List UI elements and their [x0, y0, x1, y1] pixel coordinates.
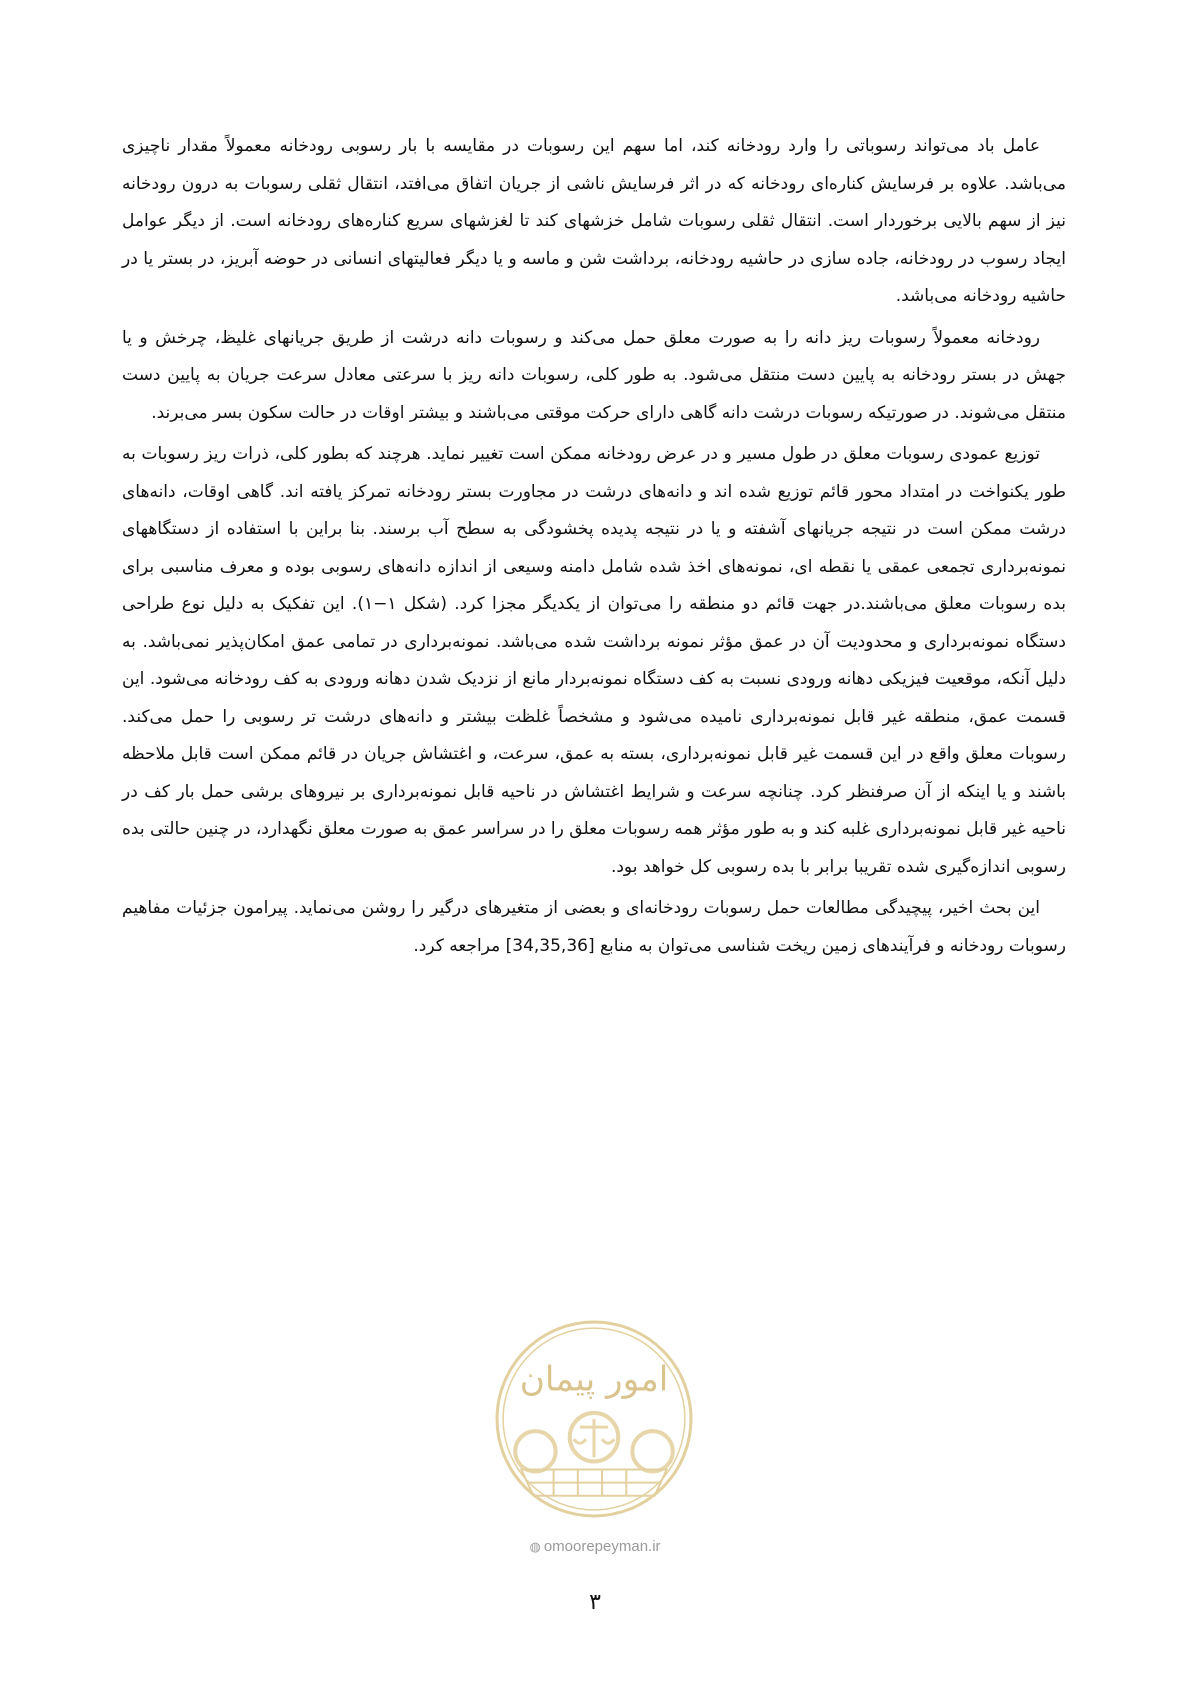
website-text: omoorepeyman.ir — [543, 1538, 661, 1555]
body-text — [122, 128, 1066, 969]
paragraph-1: عامل باد می‌تواند رسوباتی را وارد رودخانه کند، اما سهم این رسوبات در مقایسه با بار رسوبی رودخانه معمولاً مقدار ناچیزی می‌باشد. علاوه بر فرسایش کناره‌ای رودخانه که در اثر فرسایش ناشی از جریان اتفاق می‌افتد، انتقال ثقلی رسوبات به درون رودخانه نیز از سهم بالایی برخوردار است. انتقال ثقلی رسوبات شامل خزشهای کند تا لغزشهای سریع کناره‌های رودخانه است. از دیگر عوامل ایجاد رسوب در رودخانه، جاده سازی در حاشیه رودخانه، برداشت شن و ماسه و یا دیگر فعالیتهای انسانی در حوضه آبریز، در بستر یا در حاشیه رودخانه می‌باشد. — [122, 136, 1066, 306]
paragraph-2: رودخانه معمولاً رسوبات ریز دانه را به صورت معلق حمل می‌کند و رسوبات دانه درشت از طریق جریانهای غلیظ، چرخش و یا جهش در بستر رودخانه به پایین دست منتقل می‌شود. به طور کلی، رسوبات دانه ریز با سرعتی معادل سرعت جریان به پایین دست منتقل می‌شوند. در صورتیکه رسوبات درشت دانه گاهی دارای حرکت موقتی می‌باشند و بیشتر اوقات در حالت سکون بسر می‌برند. — [122, 327, 1066, 423]
paragraph-4: این بحث اخیر، پیچیدگی مطالعات حمل رسوبات رودخانه‌ای و بعضی از متغیرهای درگیر را روشن می‌نماید. پیرامون جزئیات مفاهیم رسوبات رودخانه و فرآیندهای زمین ریخت شناسی می‌توان به منابع [34,35,36] مراجعه کرد. — [122, 898, 1066, 956]
watermark-logo — [493, 1318, 695, 1520]
watermark-website — [485, 1538, 705, 1555]
scales-icon — [574, 1419, 614, 1457]
paragraph-3: توزیع عمودی رسوبات معلق در طول مسیر و در عرض رودخانه ممکن است تغییر نماید. هرچند که بطور کلی، ذرات ریز رسوبات به طور یکنواخت در امتداد محور قائم توزیع شده اند و دانه‌های درشت در مجاورت بستر رودخانه تمرکز یافته اند. گاهی اوقات، دانه‌های درشت ممکن است در نتیجه جریانهای آشفته و یا در نتیجه پدیده پخشودگی به سطح آب برسند. بنا براین با استفاده از دستگاههای نمونه‌برداری تجمعی عمقی یا نقطه ای، نمونه‌های اخذ شده شامل دامنه وسیعی از اندازه دانه‌های رسوبی بوده و معرف مناسبی برای بده رسوبات معلق می‌باشند.در جهت قائم دو منطقه را می‌توان از یکدیگر مجزا کرد. (شکل ۱−۱). این تفکیک به دلیل نوع طراحی دستگاه نمونه‌برداری و محدودیت آن در عمق مؤثر نمونه برداشت شده می‌باشد. نمونه‌برداری در تمامی عمق امکان‌پذیر نمی‌باشد. به دلیل آنکه، موقعیت فیزیکی دهانه ورودی نسبت به کف دستگاه نمونه‌بردار مانع از نزدیک شدن دهانه ورودی به کف رودخانه می‌شود. این قسمت عمق، منطقه غیر قابل نمونه‌برداری نامیده می‌شود و مشخصاً غلظت بیشتر و دانه‌های درشت تر رسوبی را حمل می‌کند. رسوبات معلق واقع در این قسمت غیر قابل نمونه‌برداری، بسته به عمق، سرعت، و اغتشاش جریان در قائم ممکن است قابل ملاحظه باشند و یا اینکه از آن صرفنظر کرد. چنانچه سرعت و شرایط اغتشاش در ناحیه قابل نمونه‌برداری بر نیروهای برشی حمل بار کف در ناحیه غیر قابل نمونه‌برداری غلبه کند و به طور مؤثر همه رسوبات معلق را در سراسر عمق به صورت معلق نگهدارد، در چنین حالتی بده رسوبی اندازه‌گیری شده تقریبا برابر با بده رسوبی کل خواهد بود. — [122, 444, 1066, 877]
page-number: ۳ — [589, 1590, 601, 1615]
building-grid-icon — [521, 1470, 666, 1496]
logo-text: امور پیمان — [519, 1359, 669, 1400]
globe-icon: ◍ — [529, 1539, 541, 1554]
